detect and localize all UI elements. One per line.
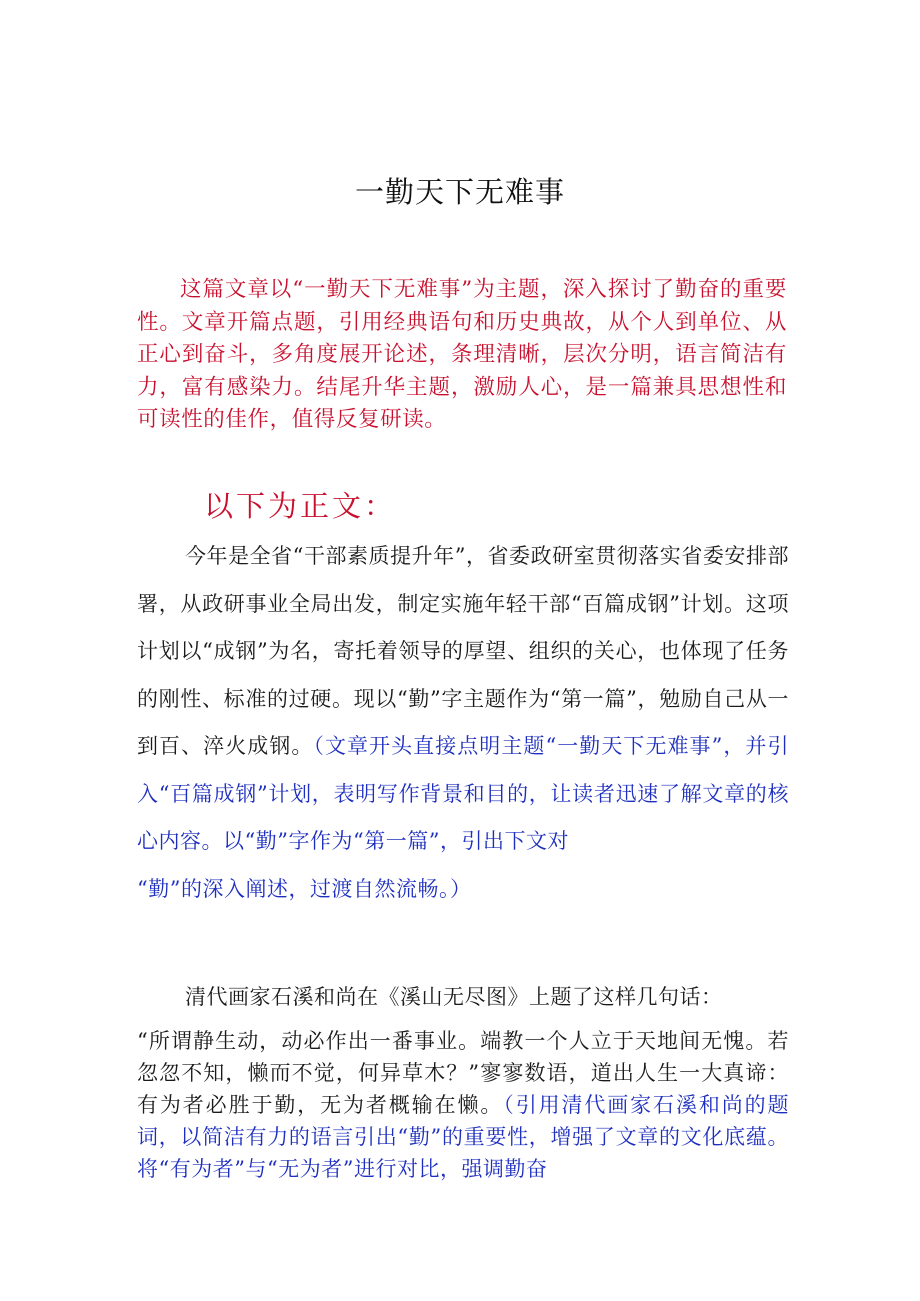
body-paragraph-2 — [137, 974, 789, 1022]
section-heading: 以下为正文： — [204, 489, 397, 523]
paragraph-text: 清代画家石溪和尚在《溪山无尽图》上题了这样几句话： — [185, 985, 723, 1009]
body-paragraph-3 — [137, 1025, 789, 1185]
editor-note-continued: “勤”的深入阐述，过渡自然流畅。） — [137, 876, 472, 901]
editor-note: （文章开头直接点明主题“一勤天下无难事”，并引入“百篇成钢”计划，表明写作背景和目的，让读者迅速了解文章的核心内容。以“勤”字作为“第一篇”，引出下文对 — [137, 734, 789, 853]
editor-note: （引用清代画家石溪和尚的题词，以简洁有力的语言引出“勤”的重要性，增强了文章的文化底蕴。将“有为者”与“无为者”进行对比，强调勤奋 — [137, 1093, 790, 1181]
document-title: 一勤天下无难事 — [354, 175, 565, 209]
paragraph-text: 今年是全省“干部素质提升年”，省委政研室贯彻落实省委安排部署，从政研事业全局出发，制定实施年轻干部“百篇成钢”计划。这项计划以“成钢”为名，寄托着领导的厚望、组织的关心，也体现了任务的刚性、标准的过硬。现以“勤”字主题作为“第一篇”，勉励自己从一到百、淬火成钢。 — [137, 544, 789, 758]
body-paragraph-1 — [137, 533, 789, 913]
summary-paragraph: 这篇文章以“一勤天下无难事”为主题，深入探讨了勤奋的重要性。文章开篇点题，引用经典语句和历史典故，从个人到单位、从正心到奋斗，多角度展开论述，条理清晰，层次分明，语言简洁有力，富有感染力。结尾升华主题，激励人心，是一篇兼具思想性和可读性的佳作，值得反复研读。 — [137, 277, 787, 432]
quotation-text: “所谓静生动，动必作出一番事业。端教一个人立于天地间无愧。若忽忽不知，懒而不觉，何异草木？”寥寥数语，道出人生一大真谛：有为者必胜于勤，无为者概输在懒。 — [137, 1029, 789, 1117]
